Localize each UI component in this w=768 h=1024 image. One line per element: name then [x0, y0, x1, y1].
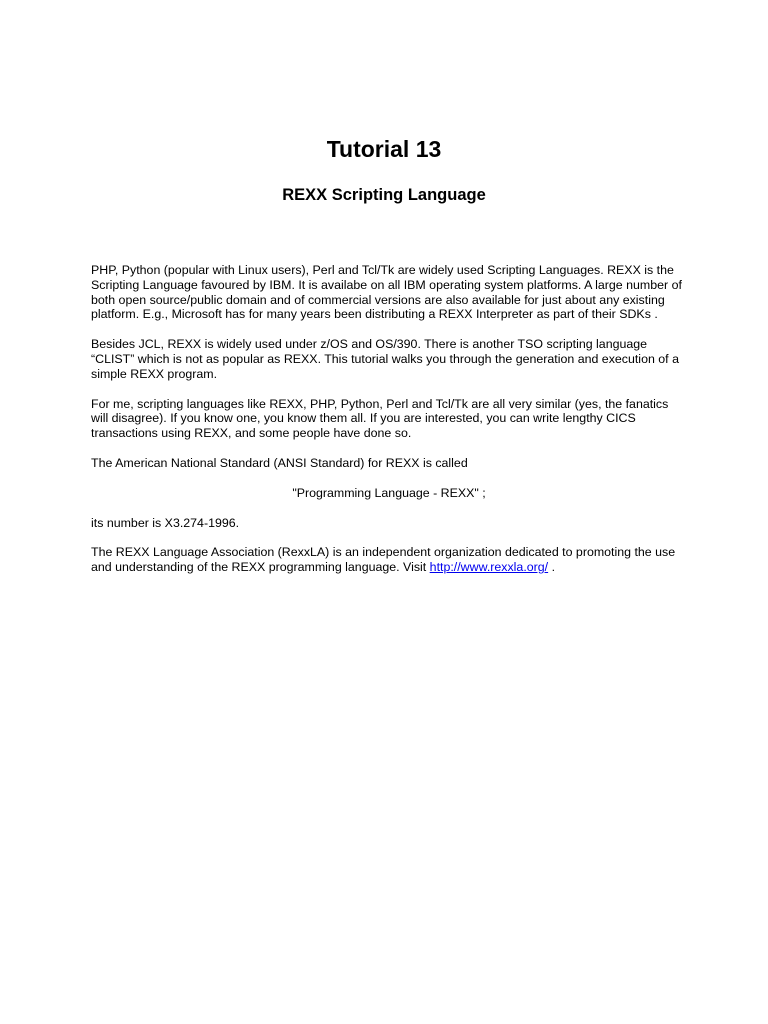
page-subtitle: REXX Scripting Language — [282, 186, 486, 204]
rexxla-text: The REXX Language Association (RexxLA) is an independent organization dedicated to promoting the use and understanding of the REXX programming language. Visit — [91, 545, 676, 575]
paragraph-rexxla — [91, 545, 687, 575]
paragraph-jcl: Besides JCL, REXX is widely used under z/OS and OS/390. There is another TSO scripting language “CLIST” which is not as popular as REXX. This tutorial walks you through the generation and execution of a simple REXX program. — [91, 337, 679, 381]
paragraph-ansi: The American National Standard (ANSI Standard) for REXX is called — [91, 455, 468, 470]
document-body — [91, 263, 687, 590]
rexxla-text-end: . — [548, 560, 556, 575]
page-title: Tutorial 13 — [326, 136, 442, 162]
paragraph-standard-number: its number is X3.274-1996. — [91, 515, 240, 530]
paragraph-standard-name: "Programming Language - REXX" ; — [292, 485, 486, 500]
paragraph-similarity: For me, scripting languages like REXX, PHP, Python, Perl and Tcl/Tk are all very similar (yes, the fanatics will disagree). If you know one, you know them all. If you are interested, you can write lengthy CICS transactions using REXX, and some people have done so. — [91, 396, 669, 441]
paragraph-intro: PHP, Python (popular with Linux users), Perl and Tcl/Tk are widely used Scripting Languages. REXX is the Scripting Language favoured by IBM. It is availabe on all IBM operating system platforms. A large number of both open source/public domain and of commercial versions are also available for just about any existing platform. E.g., Microsoft has for many years been distributing a REXX Interpreter as part of their SDKs . — [91, 263, 682, 322]
rexxla-link[interactable]: http://www.rexxla.org/ — [429, 560, 549, 575]
